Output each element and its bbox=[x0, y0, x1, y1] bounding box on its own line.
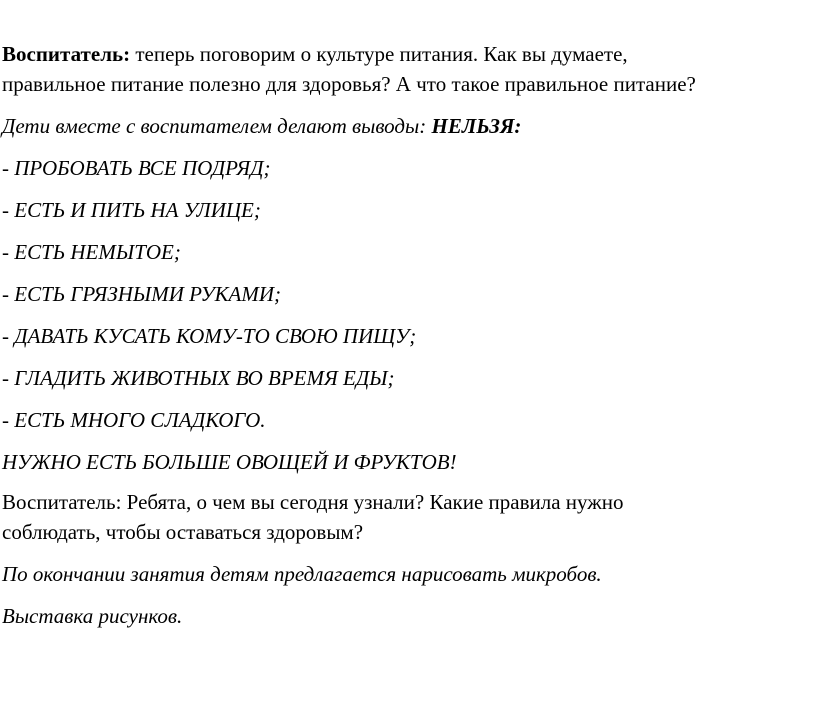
forbidden-item: - ЕСТЬ ГРЯЗНЫМИ РУКАМИ; bbox=[2, 282, 282, 306]
forbidden-item: - ЕСТЬ МНОГО СЛАДКОГО. bbox=[2, 408, 266, 432]
exhibition-note: Выставка рисунков. bbox=[2, 604, 183, 628]
forbidden-item: - ЕСТЬ НЕМЫТОЕ; bbox=[2, 240, 181, 264]
forbidden-heading: НЕЛЬЗЯ: bbox=[431, 114, 522, 138]
teacher-intro-line-2: правильное питание полезно для здоровья? А что такое правильное питание? bbox=[2, 72, 696, 96]
forbidden-item: - ЕСТЬ И ПИТЬ НА УЛИЦЕ; bbox=[2, 198, 261, 222]
activity-note: По окончании занятия детям предлагается нарисовать микробов. bbox=[2, 562, 602, 586]
conclusion-text: Дети вместе с воспитателем делают выводы: bbox=[2, 114, 432, 138]
speaker-label: Воспитатель: bbox=[2, 42, 131, 66]
forbidden-item: - ГЛАДИТЬ ЖИВОТНЫХ ВО ВРЕМЯ ЕДЫ; bbox=[2, 366, 395, 390]
teacher-question-line-2: соблюдать, чтобы оставаться здоровым? bbox=[2, 520, 364, 544]
teacher-question-line-1: Воспитатель: Ребята, о чем вы сегодня узнали? Какие правила нужно bbox=[2, 490, 624, 514]
forbidden-item: - ПРОБОВАТЬ ВСЕ ПОДРЯД; bbox=[2, 156, 271, 180]
teacher-intro-line-1 bbox=[2, 42, 628, 66]
must-statement: НУЖНО ЕСТЬ БОЛЬШЕ ОВОЩЕЙ И ФРУКТОВ! bbox=[2, 450, 457, 474]
conclusion-intro bbox=[2, 114, 521, 138]
forbidden-item: - ДАВАТЬ КУСАТЬ КОМУ-ТО СВОЮ ПИЩУ; bbox=[2, 324, 417, 348]
teacher-intro-text: теперь поговорим о культуре питания. Как вы думаете, bbox=[130, 42, 628, 66]
